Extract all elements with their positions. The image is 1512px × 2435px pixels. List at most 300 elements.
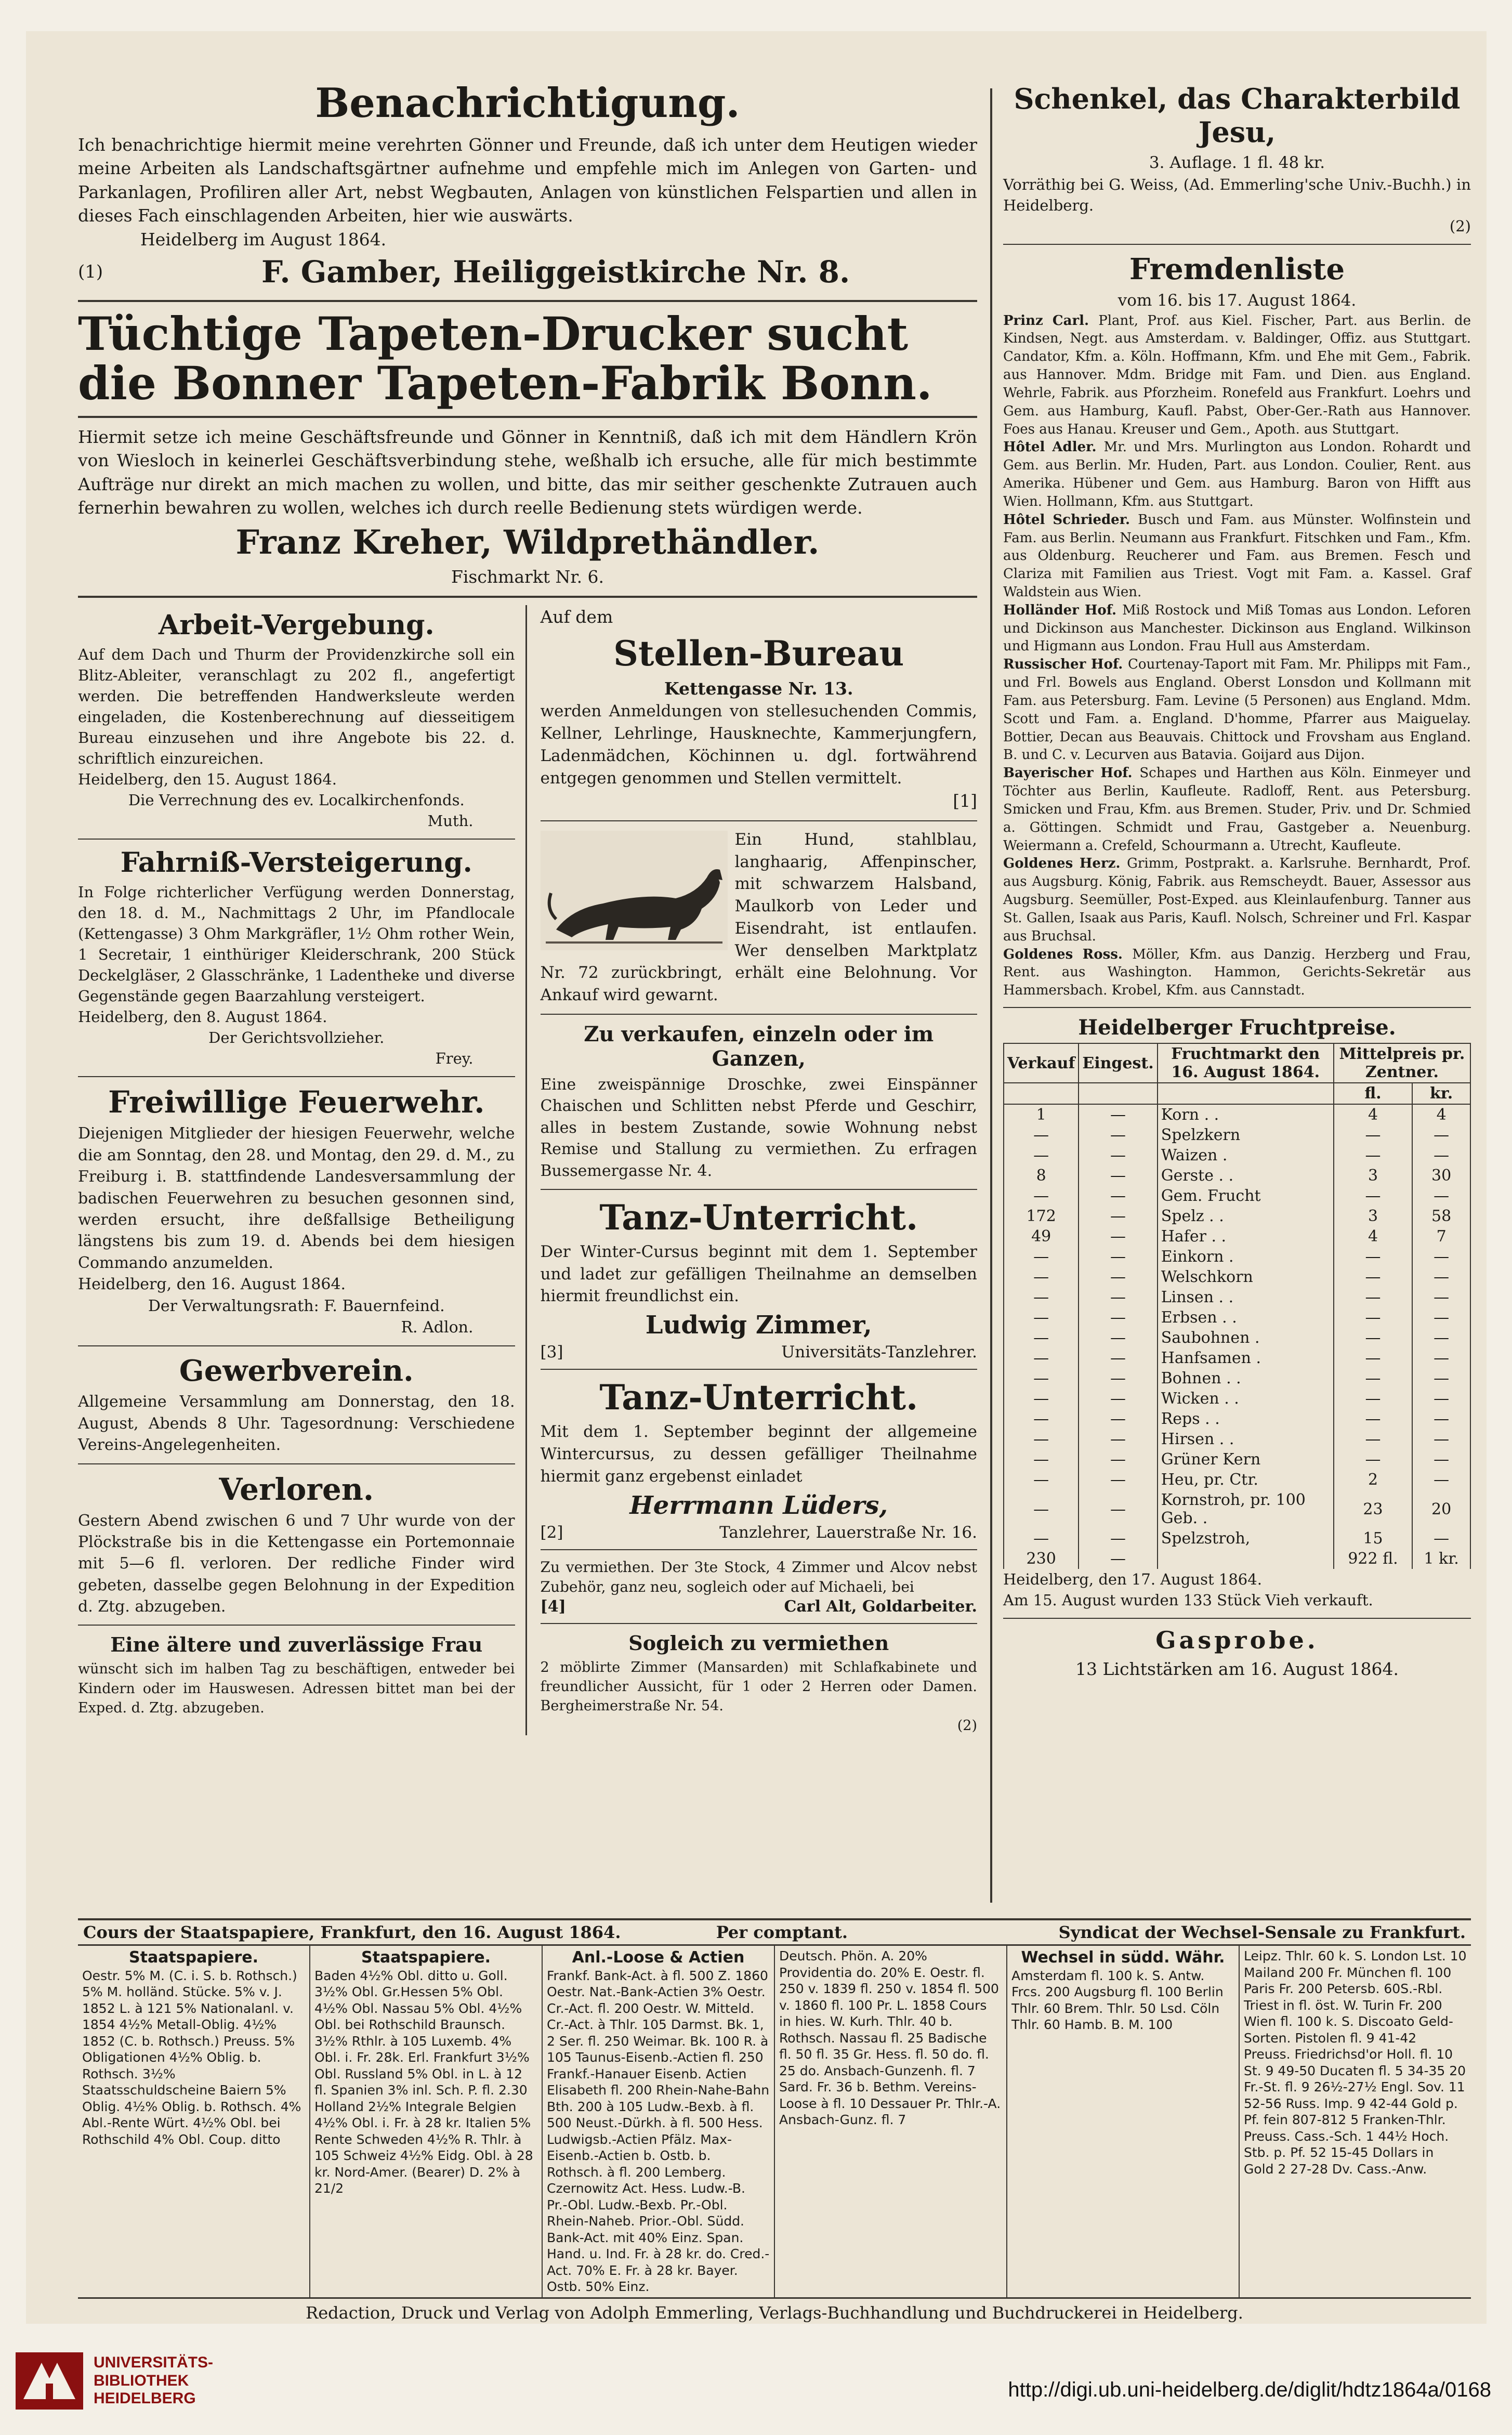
guest-list: Möller, Kfm. aus Danzig. Herzberg und Frau, Rent. aus Washington. Hammon, Gerichts-Sekretär aus Hammersbach. Krobel, Kfm. aus Cannstadt. <box>1003 946 1471 999</box>
cours-grid <box>78 1946 1471 2299</box>
fl-cell: — <box>1334 1145 1412 1166</box>
produkt-cell: Hafer . . <box>1158 1226 1334 1247</box>
kr-cell: 58 <box>1412 1206 1470 1226</box>
table-row <box>1004 1247 1470 1267</box>
fremdenliste-entry <box>1003 946 1471 1000</box>
ad-body: Auf dem Dach und Thurm der Providenzkirche soll ein Blitz-Ableiter, veranschlagt zu 202 fl., angefertigt werden. Die betreffenden Handwerksleute werden eingeladen, die Kostenberechnung auf diesseitigem Bureau einzusehen und ihre Angebote bis 22. d. schriftlich einzureichen. <box>78 646 515 768</box>
eingestellt-cell: — <box>1079 1166 1157 1186</box>
table-row <box>1004 1267 1470 1287</box>
library-name <box>94 2354 213 2408</box>
kr-cell: — <box>1412 1307 1470 1328</box>
hotel-name: Goldenes Ross. <box>1003 946 1133 962</box>
eingestellt-cell: — <box>1079 1226 1157 1247</box>
cours-col-1 <box>78 1946 310 2297</box>
fl-cell: — <box>1334 1389 1412 1409</box>
eingestellt-cell: — <box>1079 1206 1157 1226</box>
produkt-cell: Spelzkern <box>1158 1125 1334 1145</box>
fl-cell: 4 <box>1334 1104 1412 1125</box>
left-sub-column <box>78 605 527 1735</box>
eingestellt-cell: — <box>1079 1389 1157 1409</box>
produkt-cell: Heu, pr. Ctr. <box>1158 1470 1334 1490</box>
ad-number: (1) <box>78 261 103 283</box>
kr-cell: — <box>1412 1368 1470 1389</box>
kr-cell: — <box>1412 1145 1470 1166</box>
library-line: HEIDELBERG <box>94 2390 196 2407</box>
ad-address: Kettengasse Nr. 13. <box>664 678 853 699</box>
ad-title: Zu verkaufen, einzeln oder im Ganzen, <box>584 1022 934 1071</box>
ad-signature: Herrmann Lüders, <box>629 1490 888 1520</box>
divider <box>78 1345 515 1346</box>
kr-cell: — <box>1412 1470 1470 1490</box>
fl-cell: — <box>1334 1125 1412 1145</box>
eingestellt-cell: — <box>1079 1267 1157 1287</box>
cours-comptant: Per comptant. <box>716 1922 848 1942</box>
ad-body: Ein Hund, stahlblau, langhaarig, Affenpinscher, mit schwarzem Halsband, Maulkorb von Leder und Eisendraht, ist entlaufen. Wer denselben Marktplatz Nr. 72 zurückbringt, erhält eine Belohnung. Vor Ankauf wird gewarnt. <box>540 830 977 1005</box>
fl-cell: 3 <box>1334 1206 1412 1226</box>
fruchtpreise-title: Heidelberger Fruchtpreise. <box>1078 1015 1396 1040</box>
ad-benachrichtigung <box>78 81 977 293</box>
cours-col-text: Leipz. Thlr. 60 k. S. London Lst. 10 Mailand 200 Fr. München fl. 100 Paris Fr. 200 Petersb. 60S.-Rbl. Triest in fl. öst. W. Turin Fr. 200 Wien fl. 100 k. S. Discoato Geld-Sorten. Pistolen fl. 9 41-42 Preuss. Friedrichsd'or Holl. fl. 10 St. 9 49-50 Ducaten fl. 5 34-35 20 Fr.-St. fl. 9 26½-27½ Engl. Sov. 11 52-56 Russ. Imp. 9 42-44 Gold p. Pf. fein 807-812 5 Franken-Thlr. Preuss. Cass.-Sch. 1 44½ Hoch. Stb. p. Pf. 52 15-45 Dollars in Gold 2 27-28 Dv. Cass.-Anw. <box>1244 1948 1467 2177</box>
produkt-cell: Gerste . . <box>1158 1166 1334 1186</box>
ad-gewerbeverein <box>78 1354 515 1456</box>
ad-vermiethen-alt <box>541 1557 978 1616</box>
fl-cell: — <box>1334 1368 1412 1389</box>
cours-col-4 <box>775 1946 1007 2297</box>
verkauf-cell: 8 <box>1004 1166 1079 1186</box>
eingestellt-cell: — <box>1079 1145 1157 1166</box>
verkauf-cell: — <box>1004 1528 1079 1549</box>
fruchtpreise-table <box>1003 1043 1471 1569</box>
produkt-cell: Bohnen . . <box>1158 1368 1334 1389</box>
fl-cell: — <box>1334 1267 1412 1287</box>
ad-verkaufen <box>541 1022 978 1182</box>
ad-date: Heidelberg im August 1864. <box>140 229 387 250</box>
produkt-cell: Linsen . . <box>1158 1287 1334 1307</box>
col-kr: kr. <box>1412 1083 1470 1104</box>
kr-cell: 7 <box>1412 1226 1470 1247</box>
produkt-cell <box>1158 1549 1334 1569</box>
ad-title: Tanz-Unterricht. <box>599 1377 918 1418</box>
imprint-footer: Redaction, Druck und Verlag von Adolph Emmerling, Verlags-Buchhandlung und Buchdruckerei in Heidelberg. <box>306 2302 1243 2323</box>
ad-arbeit <box>78 609 515 831</box>
ad-number: [1] <box>953 791 977 811</box>
ad-signature: Franz Kreher, Wildprethändler. <box>235 522 820 562</box>
divider <box>541 1369 978 1370</box>
hotel-name: Hôtel Schrieder. <box>1003 512 1138 528</box>
verkauf-cell: — <box>1004 1449 1079 1470</box>
fremdenliste-entry <box>1003 764 1471 855</box>
ad-body: 2 möblirte Zimmer (Mansarden) mit Schlafkabinete und freundlicher Aussicht, für 1 oder 2 Herren oder Damen. Bergheimerstraße Nr. 54. <box>540 1659 977 1714</box>
verkauf-cell: — <box>1004 1287 1079 1307</box>
table-row <box>1004 1287 1470 1307</box>
kr-cell: — <box>1412 1389 1470 1409</box>
ad-body: In Folge richterlicher Verfügung werden Donnerstag, den 18. d. M., Nachmittags 2 Uhr, im Pfandlocale (Kettengasse) 3 Ohm Markgräfler, 1½ Ohm rother Wein, 1 Secretair, 1 einthüriger Kleiderschrank, 200 Stück Deckelgläser, 2 Glasschränke, 1 Ladentheke und diverse Gegenstände gegen Baarzahlung versteigert. <box>78 883 515 1005</box>
produkt-cell: Spelz . . <box>1158 1206 1334 1226</box>
verkauf-cell: — <box>1004 1125 1079 1145</box>
eingestellt-cell: — <box>1079 1368 1157 1389</box>
fremdenliste-entry <box>1003 601 1471 656</box>
ad-frau <box>78 1633 515 1718</box>
ad-body: Hiermit setze ich meine Geschäftsfreunde und Gönner in Kenntniß, daß ich mit dem Händlern Krön von Wiesloch in keinerlei Geschäftsverbindung stehe, weßhalb ich ersuche, alle für mich bestimmte Aufträge nur direkt an mich machen zu wollen, und bitte, das mir seither geschenkte Zutrauen auch fernerhin bewahren zu wollen, welches ich durch reelle Bedienung stets würdigen werde. <box>78 426 977 518</box>
ad-stellen-bureau <box>541 605 978 813</box>
divider <box>541 1623 978 1624</box>
ad-hund <box>541 829 978 1006</box>
dog-illustration <box>541 831 728 950</box>
gasprobe-title: Gasprobe. <box>1155 1626 1319 1655</box>
ad-number: (2) <box>957 1717 977 1734</box>
cours-col-3 <box>543 1946 775 2297</box>
divider <box>1003 244 1471 245</box>
ad-body: Diejenigen Mitglieder der hiesigen Feuerwehr, welche die am Sonntag, den 28. und Montag, den 29. d. M., zu Freiburg i. B. stattfindende Landesversammlung der badischen Feuerwehren zu besuchen gesonnen sind, werden ersucht, ihre deßfallsige Betheiligung längstens bis zum 19. d. Abends bei dem hiesigen Commando anzumelden. <box>78 1124 515 1272</box>
kr-cell: — <box>1412 1287 1470 1307</box>
kr-cell: — <box>1412 1429 1470 1449</box>
hotel-name: Bayerischer Hof. <box>1003 765 1140 781</box>
produkt-cell: Erbsen . . <box>1158 1307 1334 1328</box>
ad-number: [3] <box>540 1343 563 1362</box>
cours-col-text: Deutsch. Phön. A. 20% Providentia do. 20% E. Oestr. fl. 250 v. 1839 fl. 250 v. 1854 fl. 500 v. 1860 fl. 100 Pr. L. 1858 Cours in hies. W. Kurh. Thlr. 40 b. Rothsch. Nassau fl. 25 Badische fl. 50 fl. 35 Gr. Hess. fl. 50 do. fl. 25 do. Ansbach-Gunzenh. fl. 7 Sard. Fr. 36 b. Bethm. Vereins-Loose à fl. 10 Dessauer Pr. Thlr.-A. Ansbach-Gunz. fl. 7 <box>779 1948 1001 2127</box>
kr-cell: — <box>1412 1348 1470 1368</box>
cours-col-text: Oestr. 5% M. (C. i. S. b. Rothsch.) 5% M. holländ. Stücke. 5% v. J. 1852 L. à 121 5% Nationalanl. v. 1854 4½% Metall-Oblig. 4½% 1852 (C. b. Rothsch.) Preuss. 5% Obligationen 4½% Oblig. b. Rothsch. 3½% Staatsschuldscheine Baiern 5% Oblig. 4½% Oblig. b. Rothsch. 4% Abl.-Rente Würt. 4½% Obl. bei Rothschild 4% Obl. Coup. ditto <box>82 1968 301 2147</box>
ad-feuerwehr <box>78 1084 515 1338</box>
eingestellt-cell: — <box>1079 1549 1157 1569</box>
table-row <box>1004 1409 1470 1429</box>
fremdenliste-entries <box>1003 312 1471 1000</box>
kr-cell: — <box>1412 1449 1470 1470</box>
ad-title: Sogleich zu vermiethen <box>628 1631 889 1655</box>
fl-cell: 922 fl. <box>1334 1549 1412 1569</box>
cours-col-6 <box>1240 1946 1471 2297</box>
fl-cell: — <box>1334 1328 1412 1348</box>
ad-tanz-lueders <box>541 1377 978 1541</box>
cours-section <box>78 1918 1471 2323</box>
verkauf-cell: — <box>1004 1490 1079 1528</box>
ad-schenkel <box>1003 82 1471 237</box>
ad-title: Tanz-Unterricht. <box>599 1197 918 1238</box>
ad-number: [4] <box>540 1597 566 1616</box>
produkt-cell: Welschkorn <box>1158 1267 1334 1287</box>
kr-cell: — <box>1412 1186 1470 1206</box>
col-mittelpreis: Mittelpreis pr. Zentner. <box>1334 1043 1470 1083</box>
ad-title: Gewerbverein. <box>179 1354 414 1389</box>
ad-body: Zu vermiethen. Der 3te Stock, 4 Zimmer und Alcov nebst Zubehör, ganz neu, sogleich oder auf Michaeli, bei <box>540 1558 977 1596</box>
table-row <box>1004 1125 1470 1145</box>
right-sub-column <box>541 605 978 1735</box>
hotel-name: Goldenes Herz. <box>1003 856 1127 872</box>
fl-cell: — <box>1334 1429 1412 1449</box>
eingestellt-cell: — <box>1079 1409 1157 1429</box>
cours-syndicat: Syndicat der Wechsel-Sensale zu Frankfurt. <box>1058 1922 1466 1942</box>
kr-cell: — <box>1412 1409 1470 1429</box>
fl-cell: — <box>1334 1409 1412 1429</box>
guest-list: Busch und Fam. aus Münster. Wolfinstein und Fam. aus Berlin. Neumann aus Frankfurt. Fitschken und Fam., Kfm. aus Oldenburg. Reucherer und Fam. aus Bremen. Fesch und Clariza mit Familien aus Triest. Vogt mit Fam. a. Kassel. Graf Waldstein aus Wien. <box>1003 512 1471 600</box>
ad-signature: Der Gerichtsvollzieher. <box>208 1029 385 1047</box>
ad-signature: Die Verrechnung des ev. Localkirchenfonds. <box>128 791 465 809</box>
ad-title: Schenkel, das Charakterbild Jesu, <box>1014 82 1461 149</box>
table-row <box>1004 1307 1470 1328</box>
divider <box>78 1076 515 1077</box>
guest-list: Miß Rostock und Miß Tomas aus London. Leforen und Dickinson aus Manchester. Dickinson aus England. Wilkinson und Higmann aus London. Frau Hull aus Amsterdam. <box>1003 602 1471 654</box>
cours-title: Cours der Staatspapiere, Frankfurt, den 16. August 1864. <box>83 1922 621 1942</box>
guest-list: Courtenay-Taport mit Fam. Mr. Philipps mit Fam., und Frl. Bowels aus England. Oberst Lonsdon und Kollmann mit Fam. aus Petersburg. Fam. Levine (5 Personen) aus England. Mdm. Scott und Fam. a. England. D'homme, Pfarrer aus Maiguelay. Bottier, Decan aus Beauvais. Chittock und Frovsham aus England. B. und C. v. Lecurven aus Batavia. Goijard aus Dijon. <box>1003 657 1471 763</box>
ad-body: Eine zweispännige Droschke, zwei Einspänner Chaischen und Schlitten nebst Pferde und Geschirr, alles in bestem Zustande, sowie Wohnung nebst Remise und Stallung zu vermiethen. Zu erfragen Bussemergasse Nr. 4. <box>540 1075 977 1180</box>
fl-cell: — <box>1334 1247 1412 1267</box>
ad-pretitle: Auf dem <box>540 607 613 627</box>
ad-name: R. Adlon. <box>401 1318 474 1337</box>
ad-tapeten-title: Tüchtige Tapeten-Drucker sucht die Bonner Tapeten-Fabrik Bonn. <box>78 307 932 411</box>
table-row <box>1004 1145 1470 1166</box>
divider <box>78 596 977 598</box>
guest-list: Plant, Prof. aus Kiel. Fischer, Part. aus Berlin. de Kindsen, Negt. aus Amsterdam. v. Baldinger, Offiz. aus Stuttgart. Candator, Kfm. a. Köln. Hoffmann, Kfm. und Ehe mit Gem., Fabrik. aus Hannover. Mdm. Bridge mit Fam. und Dien. aus England. Wehrle, Fabrik. aus Pforzheim. Ronefeld aus Frankfurt. Loehrs und Gem. aus Hamburg, Kaufl. Pabst, Ober-Ger.-Rath aus Hannover. Foes aus Hanau. Kreuser und Gem., Apoth. aus Stuttgart. <box>1003 312 1471 437</box>
source-url-link[interactable]: http://digi.ub.uni-heidelberg.de/diglit/hdtz1864a/0168 <box>1008 2378 1491 2401</box>
produkt-cell: Gem. Frucht <box>1158 1186 1334 1206</box>
kr-cell: 30 <box>1412 1166 1470 1186</box>
guest-list: Grimm, Postprakt. a. Karlsruhe. Bernhardt, Prof. aus Augsburg. König, Fabrik. aus Remscheydt. Bauer, Assessor aus Augsburg. Seemüller, Post-Exped. aus Kleinlaufenburg. Tanner aus St. Gallen, Isaak aus Paris, Kaufl. Nolsch, Schreiner und Frl. Kaspar aus Bruchsal. <box>1003 856 1471 944</box>
ad-body: Allgemeine Versammlung am Donnerstag, den 18. August, Abends 8 Uhr. Tagesordnung: Verschiedene Vereins-Angelegenheiten. <box>78 1393 515 1455</box>
hotel-name: Prinz Carl. <box>1003 312 1099 329</box>
fl-cell: 4 <box>1334 1226 1412 1247</box>
eingestellt-cell: — <box>1079 1348 1157 1368</box>
ad-signature: Der Verwaltungsrath: F. Bauernfeind. <box>148 1297 445 1315</box>
table-row <box>1004 1226 1470 1247</box>
library-line: UNIVERSITÄTS- <box>94 2354 214 2372</box>
ad-body: Der Winter-Cursus beginnt mit dem 1. September und ladet zur gefälligen Theilnahme an demselben hiermit freundlichst ein. <box>540 1242 977 1306</box>
verkauf-cell: 172 <box>1004 1206 1079 1226</box>
divider <box>541 1549 978 1550</box>
divider <box>78 1463 515 1464</box>
produkt-cell: Hirsen . . <box>1158 1429 1334 1449</box>
divider <box>78 1625 515 1626</box>
produkt-cell: Reps . . <box>1158 1409 1334 1429</box>
produkt-cell: Saubohnen . <box>1158 1328 1334 1348</box>
fremdenliste-entry <box>1003 855 1471 945</box>
produkt-cell: Waizen . <box>1158 1145 1334 1166</box>
col-eingestellt: Eingest. <box>1079 1043 1157 1083</box>
divider <box>78 839 515 840</box>
ad-date: Heidelberg, den 8. August 1864. <box>78 1008 327 1026</box>
verkauf-cell: — <box>1004 1247 1079 1267</box>
verkauf-cell: — <box>1004 1186 1079 1206</box>
fruchtpreise-date: Heidelberg, den 17. August 1864. <box>1003 1570 1262 1589</box>
hotel-name: Holländer Hof. <box>1003 602 1123 618</box>
verkauf-cell: 49 <box>1004 1226 1079 1247</box>
eingestellt-cell: — <box>1079 1490 1157 1528</box>
eingestellt-cell: — <box>1079 1470 1157 1490</box>
ad-title: Fahrniß-Versteigerung. <box>120 847 472 879</box>
fremdenliste-date: vom 16. bis 17. August 1864. <box>1117 291 1357 310</box>
verkauf-cell: — <box>1004 1389 1079 1409</box>
left-column <box>78 78 977 1735</box>
table-row <box>1004 1429 1470 1449</box>
fruchtpreise-rows <box>1004 1104 1470 1569</box>
table-row <box>1004 1206 1470 1226</box>
kr-cell: 1 kr. <box>1412 1549 1470 1569</box>
fremdenliste-entry <box>1003 656 1471 764</box>
kr-cell: 20 <box>1412 1490 1470 1528</box>
produkt-cell: Korn . . <box>1158 1104 1334 1125</box>
divider <box>541 1189 978 1190</box>
table-row <box>1004 1389 1470 1409</box>
fl-cell: 15 <box>1334 1528 1412 1549</box>
column-divider <box>990 88 992 1903</box>
verkauf-cell: — <box>1004 1470 1079 1490</box>
eingestellt-cell: — <box>1079 1186 1157 1206</box>
eingestellt-cell: — <box>1079 1104 1157 1125</box>
table-row <box>1004 1104 1470 1125</box>
col-verkauf: Verkauf <box>1004 1043 1079 1083</box>
kr-cell: — <box>1412 1247 1470 1267</box>
divider <box>541 820 978 821</box>
cours-col-head: Anl.-Loose & Actien <box>572 1948 745 1967</box>
ad-name: Frey. <box>435 1050 474 1068</box>
right-column <box>1003 78 1471 1681</box>
eingestellt-cell: — <box>1079 1287 1157 1307</box>
cours-header <box>78 1918 1471 1946</box>
ad-title: Stellen-Bureau <box>613 633 904 674</box>
ad-fahrniss <box>78 847 515 1069</box>
ad-number: (2) <box>1449 217 1471 235</box>
fremdenliste-entry <box>1003 312 1471 439</box>
fl-cell: — <box>1334 1307 1412 1328</box>
gasprobe-body: 13 Lichtstärken am 16. August 1864. <box>1075 1659 1399 1680</box>
gasprobe <box>1003 1626 1471 1681</box>
ad-role: Universitäts-Tanzlehrer. <box>781 1343 977 1362</box>
divider <box>541 1014 978 1015</box>
cours-col-head: Wechsel in südd. Währ. <box>1021 1948 1225 1967</box>
fl-cell: — <box>1334 1348 1412 1368</box>
eingestellt-cell: — <box>1079 1449 1157 1470</box>
verkauf-cell: — <box>1004 1348 1079 1368</box>
ad-title: Verloren. <box>219 1471 374 1507</box>
ad-verloren <box>78 1472 515 1618</box>
verkauf-cell: — <box>1004 1328 1079 1348</box>
divider <box>78 300 977 302</box>
divider <box>1003 1618 1471 1619</box>
fremdenliste-entry <box>1003 511 1471 601</box>
library-emblem-icon <box>16 2352 83 2410</box>
verkauf-cell: — <box>1004 1267 1079 1287</box>
eingestellt-cell: — <box>1079 1125 1157 1145</box>
verkauf-cell: — <box>1004 1307 1079 1328</box>
ad-title: Benachrichtigung. <box>315 80 740 127</box>
ad-tanz-zimmer <box>541 1197 978 1361</box>
cours-col-text: Frankf. Bank-Act. à fl. 500 Z. 1860 Oestr. Nat.-Bank-Actien 3% Oestr. Cr.-Act. fl. 200 Oestr. W. Mitteld. Cr.-Act. à Thlr. 105 Darmst. Bk. 1, 2 Ser. fl. 250 Weimar. Bk. 100 R. à 105 Taunus-Eisenb.-Actien fl. 250 Frankf.-Hanauer Eisenb. Actien Elisabeth fl. 200 Rhein-Nahe-Bahn Bth. 200 à 105 Ludw.-Bexb. à fl. 500 Neust.-Dürkh. à fl. 500 Hess. Ludwigsb.-Actien Pfälz. Max-Eisenb.-Actien b. Ostb. b. Rothsch. à fl. 200 Lemberg. Czernowitz Act. Hess. Ludw.-B. Pr.-Obl. Ludw.-Bexb. Pr.-Obl. Rhein-Naheb. Prior.-Obl. Südd. Bank-Act. mit 40% Einz. Span. Hand. u. Ind. Fr. à 28 kr. do. Cred.-Act. 70% E. Fr. à 28 kr. Bayer. Ostb. 50% Einz. <box>547 1968 770 2295</box>
ad-number: [2] <box>540 1523 563 1542</box>
library-logo <box>16 2352 213 2410</box>
ad-line: Vorräthig bei G. Weiss, (Ad. Emmerling'sche Univ.-Buchh.) in Heidelberg. <box>1003 175 1471 214</box>
cours-col-2 <box>310 1946 543 2297</box>
fl-cell: 2 <box>1334 1470 1412 1490</box>
newspaper-page <box>26 31 1487 2324</box>
ad-kreher <box>78 425 977 589</box>
col-fl: fl. <box>1334 1083 1412 1104</box>
verkauf-cell: — <box>1004 1409 1079 1429</box>
ad-body: Mit dem 1. September beginnt der allgemeine Wintercursus, zu dessen gefälliger Theilnahme hiermit ganz ergebenst einladet <box>540 1422 977 1486</box>
ad-address: Fischmarkt Nr. 6. <box>451 566 604 587</box>
ad-role: Tanzlehrer, Lauerstraße Nr. 16. <box>719 1523 977 1542</box>
table-row <box>1004 1368 1470 1389</box>
hotel-name: Hôtel Adler. <box>1003 439 1104 455</box>
ad-signature: Carl Alt, Goldarbeiter. <box>784 1597 977 1616</box>
divider <box>78 416 977 418</box>
kr-cell: — <box>1412 1267 1470 1287</box>
ad-body: Gestern Abend zwischen 6 und 7 Uhr wurde von der Plöckstraße bis in die Kettengasse ein Portemonnaie mit 5—6 fl. verloren. Der redliche Finder wird gebeten, dasselbe gegen Belohnung in der Expedition d. Ztg. abzugeben. <box>78 1511 515 1616</box>
ad-date: Heidelberg, den 15. August 1864. <box>78 770 337 789</box>
eingestellt-cell: — <box>1079 1247 1157 1267</box>
fremdenliste-entry <box>1003 438 1471 510</box>
kr-cell: 4 <box>1412 1104 1470 1125</box>
produkt-cell: Kornstroh, pr. 100 Geb. . <box>1158 1490 1334 1528</box>
hotel-name: Russischer Hof. <box>1003 657 1128 673</box>
ad-body: Ich benachrichtige hiermit meine verehrten Gönner und Freunde, daß ich unter dem Heutigen wieder meine Arbeiten als Landschaftsgärtner aufnehme und empfehle mich im Anlegen von Garten- und Parkanlagen, Profiliren aller Art, nebst Wegbauten, Anlagen von künstlichen Felspartien und allen in dieses Fach einschlagenden Arbeiten, hier wie auswärts. <box>78 134 977 226</box>
divider <box>1003 1007 1471 1008</box>
ad-signature: F. Gamber, Heiliggeistkirche Nr. 8. <box>261 254 850 290</box>
fremdenliste-title: Fremdenliste <box>1129 252 1345 286</box>
library-line: BIBLIOTHEK <box>94 2372 189 2389</box>
eingestellt-cell: — <box>1079 1528 1157 1549</box>
fruchtpreise <box>1003 1015 1471 1611</box>
fruchtpreise-note: Am 15. August wurden 133 Stück Vieh verkauft. <box>1003 1591 1373 1609</box>
cours-col-5 <box>1007 1946 1240 2297</box>
cours-col-head: Staatspapiere. <box>361 1948 491 1967</box>
kr-cell: — <box>1412 1528 1470 1549</box>
fl-cell: 23 <box>1334 1490 1412 1528</box>
table-row <box>1004 1348 1470 1368</box>
produkt-cell: Einkorn . <box>1158 1247 1334 1267</box>
ad-name: Muth. <box>427 812 474 830</box>
two-column-ads <box>78 605 977 1735</box>
verkauf-cell: — <box>1004 1368 1079 1389</box>
kr-cell: — <box>1412 1125 1470 1145</box>
ad-title: Arbeit-Vergebung. <box>158 609 435 642</box>
fl-cell: — <box>1334 1287 1412 1307</box>
produkt-cell: Spelzstroh, <box>1158 1528 1334 1549</box>
table-row <box>1004 1328 1470 1348</box>
produkt-cell: Hanfsamen . <box>1158 1348 1334 1368</box>
fl-cell: — <box>1334 1449 1412 1470</box>
table-row <box>1004 1470 1470 1490</box>
ad-line: 3. Auflage. 1 fl. 48 kr. <box>1149 153 1325 172</box>
ad-date: Heidelberg, den 16. August 1864. <box>78 1275 346 1294</box>
table-row <box>1004 1166 1470 1186</box>
verkauf-cell: 230 <box>1004 1549 1079 1569</box>
guest-list: Schapes und Harthen aus Köln. Einmeyer und Töchter aus Berlin, Kaufleute. Radloff, Rent. aus Petersburg. Smicken und Frau, Kfm. aus Bremen. Studer, Priv. und Dr. Schmied a. Göttingen. Schmidt und Frau, Gastgeber a. Neuenburg. Weiermann a. Crefeld, Schourmann a. Utrecht, Kaufleute. <box>1003 765 1471 854</box>
fremdenliste <box>1003 252 1471 1000</box>
produkt-cell: Grüner Kern <box>1158 1449 1334 1470</box>
ad-body: wünscht sich im halben Tag zu beschäftigen, entweder bei Kindern oder im Hauswesen. Adressen bittet man bei der Exped. d. Ztg. abzugeben. <box>78 1661 515 1716</box>
cours-col-text: Amsterdam fl. 100 k. S. Antw. Frcs. 200 Augsburg fl. 100 Berlin Thlr. 60 Brem. Thlr. 50 Lsd. Cöln Thlr. 60 Hamb. B. M. 100 <box>1011 1968 1224 2033</box>
ad-vermiethen-zimmer <box>541 1631 978 1735</box>
col-fruchtmarkt: Fruchtmarkt den 16. August 1864. <box>1158 1043 1334 1083</box>
ad-title: Freiwillige Feuerwehr. <box>108 1084 485 1120</box>
cours-col-text: Baden 4½% Obl. ditto u. Goll. 3½% Obl. Gr.Hessen 5% Obl. 4½% Obl. Nassau 5% Obl. 4½% Obl. bei Rothschild Braunsch. 3½% Rthlr. à 105 Luxemb. 4% Obl. i. Fr. 28k. Erl. Frankfurt 3½% Obl. Russland 5% Obl. in L. à 12 fl. Spanien 3% inl. Sch. P. fl. 2.30 Holland 2½% Integrale Belgien 4½% Obl. i. Fr. à 28 kr. Italien 5% Rente Schweden 4½% R. Thlr. à 105 Schweiz 4½% Eidg. Obl. à 28 kr. Nord-Amer. (Bearer) D. 2% à 21/2 <box>314 1968 533 2196</box>
fl-cell: — <box>1334 1186 1412 1206</box>
verkauf-cell: — <box>1004 1145 1079 1166</box>
ad-title: Eine ältere und zuverlässige Frau <box>110 1633 483 1657</box>
verkauf-cell: 1 <box>1004 1104 1079 1125</box>
ad-body: werden Anmeldungen von stellesuchenden Commis, Kellner, Lehrlinge, Hausknechte, Kammerjungfern, Ladenmädchen, Köchinnen u. dgl. fortwährend entgegen genommen und Stellen vermittelt. <box>540 702 977 788</box>
eingestellt-cell: — <box>1079 1307 1157 1328</box>
verkauf-cell: — <box>1004 1429 1079 1449</box>
table-row <box>1004 1490 1470 1528</box>
cours-col-head: Staatspapiere. <box>129 1948 258 1967</box>
produkt-cell: Wicken . . <box>1158 1389 1334 1409</box>
fl-cell: 3 <box>1334 1166 1412 1186</box>
eingestellt-cell: — <box>1079 1429 1157 1449</box>
guest-list: Mr. und Mrs. Murlington aus London. Rohardt und Gem. aus Berlin. Mr. Huden, Part. aus London. Coulier, Rent. aus Amerika. Hübener und Gem. aus Hamburg. Baron von Hifft aus Wien. Hollmann, Kfm. aus Stuttgart. <box>1003 439 1471 509</box>
eingestellt-cell: — <box>1079 1328 1157 1348</box>
kr-cell: — <box>1412 1328 1470 1348</box>
table-row <box>1004 1528 1470 1549</box>
